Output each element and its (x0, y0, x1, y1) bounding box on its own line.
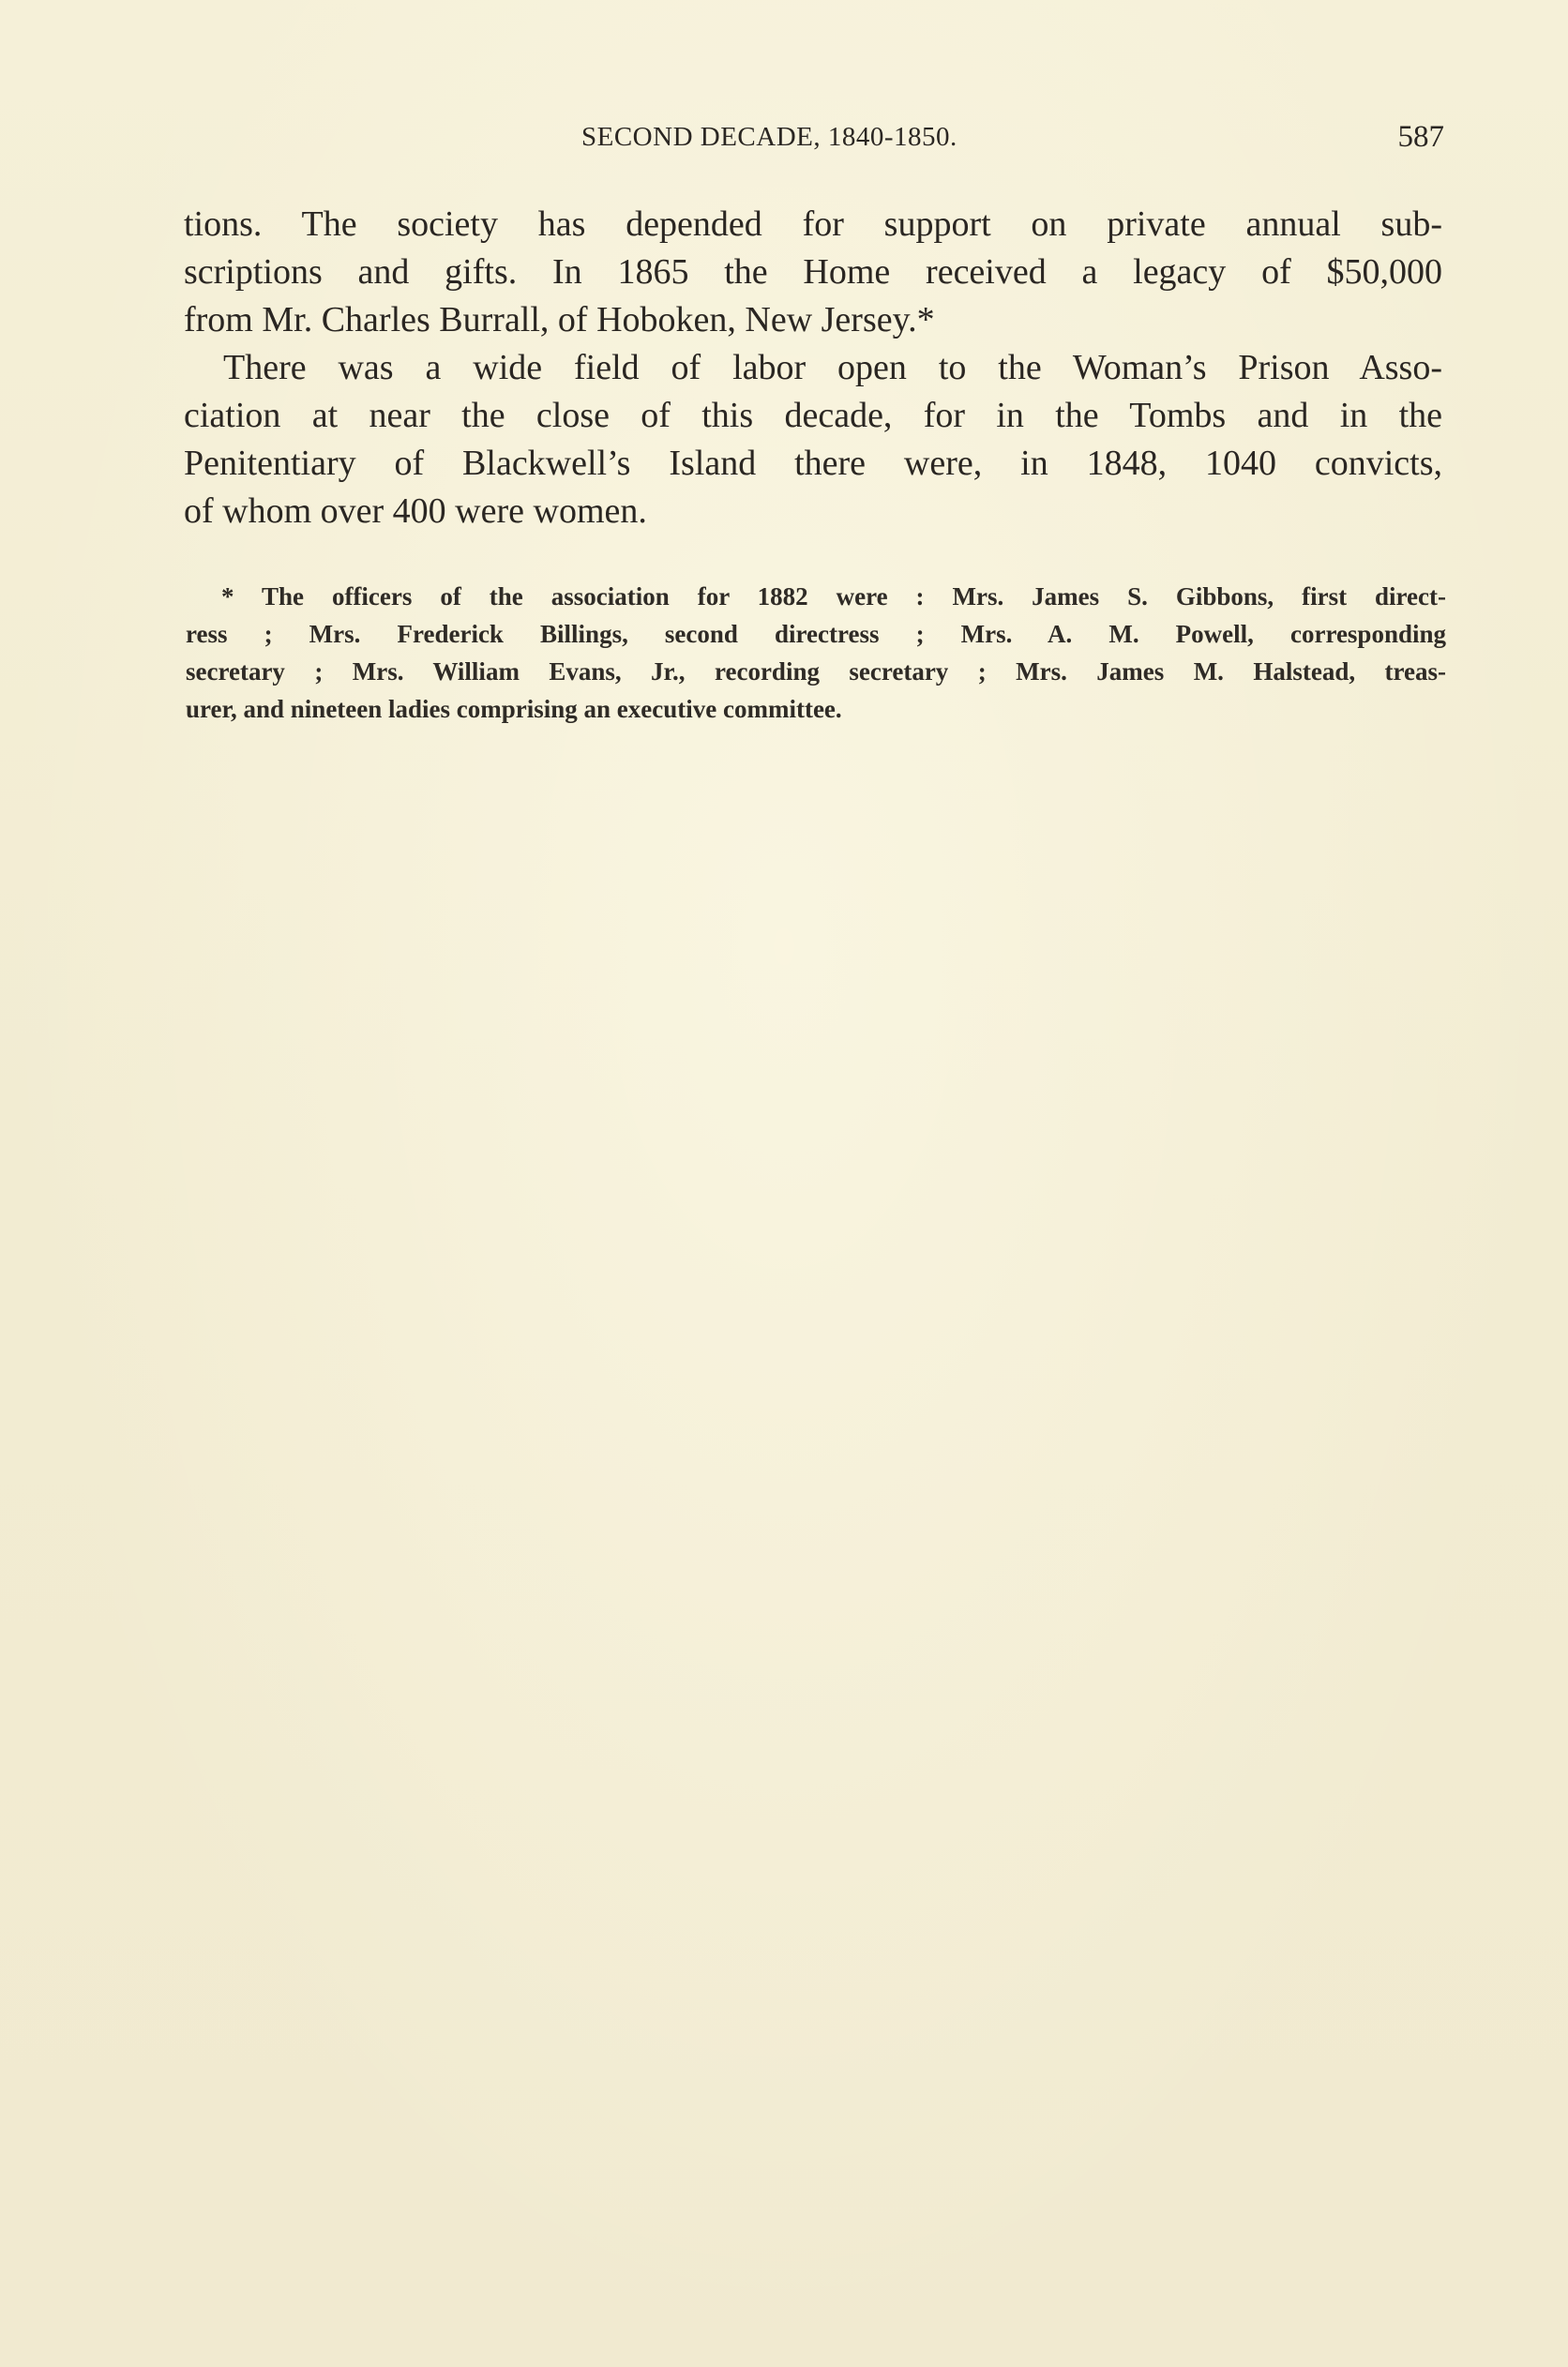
running-head (188, 116, 1444, 158)
body-line: ciation at near the close of this decade, for in the Tombs and in the (184, 396, 1442, 435)
page-number: 587 (1397, 120, 1444, 154)
footnote-line: * The officers of the association for 1882 were : Mrs. James S. Gibbons, first direct- (221, 582, 1446, 611)
body-line: of whom over 400 were women. (184, 491, 647, 531)
running-title: SECOND DECADE, 1840-1850. (581, 122, 957, 152)
footnote-line: ress ; Mrs. Frederick Billings, second directress ; Mrs. A. M. Powell, corresponding (186, 620, 1446, 648)
body-line: scriptions and gifts. In 1865 the Home received a legacy of $50,000 (184, 252, 1442, 292)
body-line: from Mr. Charles Burrall, of Hoboken, New Jersey.* (184, 300, 935, 339)
footnote-line: urer, and nineteen ladies comprising an executive committee. (186, 695, 842, 723)
body-line: tions. The society has depended for support on private annual sub- (184, 204, 1442, 244)
footnote-line: secretary ; Mrs. William Evans, Jr., recording secretary ; Mrs. James M. Halstead, treas- (186, 657, 1446, 686)
footnote (186, 578, 1446, 728)
body-line: There was a wide field of labor open to the Woman’s Prison Asso- (223, 348, 1442, 387)
body-line: Penitentiary of Blackwell’s Island there were, in 1848, 1040 convicts, (184, 444, 1442, 483)
body-text (184, 201, 1442, 535)
